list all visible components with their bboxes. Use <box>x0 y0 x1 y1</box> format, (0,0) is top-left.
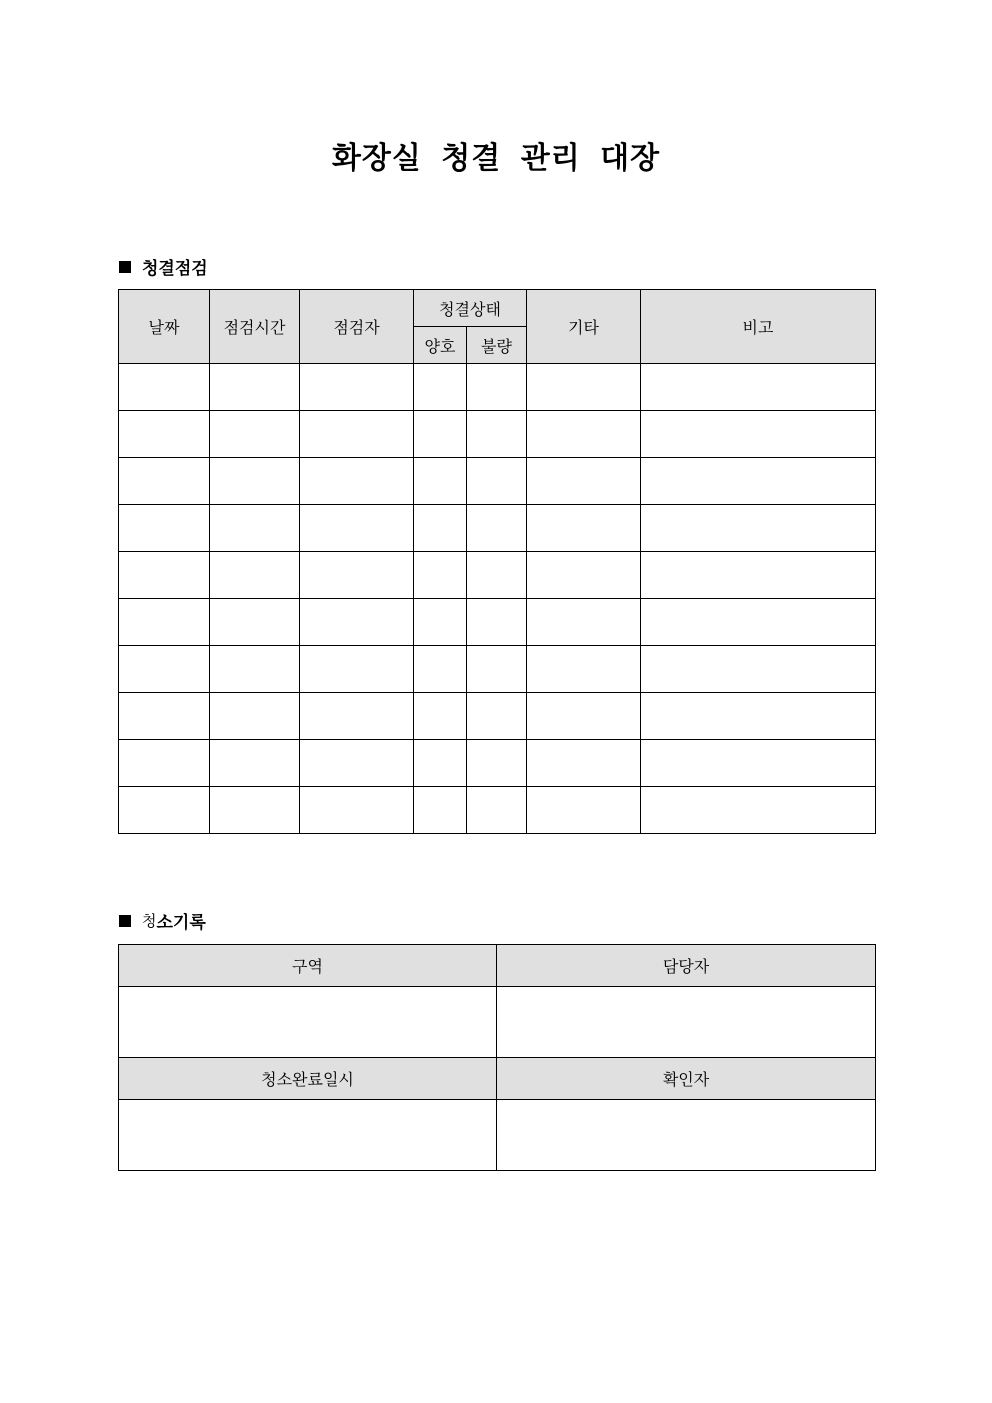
cell-manager[interactable] <box>497 987 876 1058</box>
table-row <box>119 646 876 693</box>
square-bullet-icon <box>119 261 131 273</box>
cell-other[interactable] <box>527 364 641 411</box>
header-verifier: 확인자 <box>497 1058 876 1100</box>
cell-time[interactable] <box>210 458 300 505</box>
cell-remarks[interactable] <box>641 646 876 693</box>
cell-date[interactable] <box>119 505 210 552</box>
cell-bad[interactable] <box>467 505 527 552</box>
cell-good[interactable] <box>414 552 467 599</box>
cleaning-record-table <box>118 944 876 1171</box>
inspection-table <box>118 289 876 834</box>
cell-bad[interactable] <box>467 646 527 693</box>
cell-inspector[interactable] <box>300 693 414 740</box>
table-row <box>119 458 876 505</box>
cell-inspector[interactable] <box>300 411 414 458</box>
document-title: 화장실 청결 관리 대장 <box>331 141 661 176</box>
table-row <box>119 505 876 552</box>
cell-date[interactable] <box>119 411 210 458</box>
cell-date[interactable] <box>119 646 210 693</box>
cell-other[interactable] <box>527 552 641 599</box>
cell-inspector[interactable] <box>300 364 414 411</box>
cell-good[interactable] <box>414 787 467 834</box>
cell-good[interactable] <box>414 693 467 740</box>
cell-bad[interactable] <box>467 552 527 599</box>
cell-verifier[interactable] <box>497 1100 876 1171</box>
cell-bad[interactable] <box>467 458 527 505</box>
cell-completed-at[interactable] <box>119 1100 497 1171</box>
cell-time[interactable] <box>210 740 300 787</box>
cell-time[interactable] <box>210 505 300 552</box>
cell-remarks[interactable] <box>641 693 876 740</box>
cell-inspector[interactable] <box>300 646 414 693</box>
cell-date[interactable] <box>119 693 210 740</box>
cell-good[interactable] <box>414 505 467 552</box>
cell-inspector[interactable] <box>300 458 414 505</box>
cell-bad[interactable] <box>467 599 527 646</box>
header-date: 날짜 <box>119 290 210 364</box>
cell-bad[interactable] <box>467 411 527 458</box>
cell-other[interactable] <box>527 787 641 834</box>
cell-inspector[interactable] <box>300 505 414 552</box>
cell-time[interactable] <box>210 787 300 834</box>
cell-time[interactable] <box>210 411 300 458</box>
header-remarks: 비고 <box>641 290 876 364</box>
cell-time[interactable] <box>210 599 300 646</box>
header-other: 기타 <box>527 290 641 364</box>
table-row <box>119 364 876 411</box>
cell-other[interactable] <box>527 599 641 646</box>
table-row <box>119 411 876 458</box>
cell-good[interactable] <box>414 740 467 787</box>
header-inspection-time: 점검시간 <box>210 290 300 364</box>
header-cleanliness-status: 청결상태 <box>414 290 527 327</box>
cell-other[interactable] <box>527 646 641 693</box>
cell-time[interactable] <box>210 364 300 411</box>
section-heading-cleaning-record <box>119 908 206 933</box>
cell-bad[interactable] <box>467 740 527 787</box>
cell-date[interactable] <box>119 458 210 505</box>
cell-remarks[interactable] <box>641 458 876 505</box>
header-area: 구역 <box>119 945 497 987</box>
cell-good[interactable] <box>414 599 467 646</box>
cell-area[interactable] <box>119 987 497 1058</box>
header-completed-at: 청소완료일시 <box>119 1058 497 1100</box>
cell-bad[interactable] <box>467 787 527 834</box>
cell-date[interactable] <box>119 364 210 411</box>
cell-date[interactable] <box>119 740 210 787</box>
cell-good[interactable] <box>414 458 467 505</box>
header-bad: 불량 <box>467 327 527 364</box>
cell-good[interactable] <box>414 411 467 458</box>
cell-remarks[interactable] <box>641 364 876 411</box>
cell-time[interactable] <box>210 646 300 693</box>
cell-remarks[interactable] <box>641 411 876 458</box>
header-good: 양호 <box>414 327 467 364</box>
cell-remarks[interactable] <box>641 740 876 787</box>
cell-inspector[interactable] <box>300 740 414 787</box>
header-inspector: 점검자 <box>300 290 414 364</box>
cell-date[interactable] <box>119 787 210 834</box>
cell-good[interactable] <box>414 364 467 411</box>
cell-other[interactable] <box>527 693 641 740</box>
cell-good[interactable] <box>414 646 467 693</box>
cell-other[interactable] <box>527 505 641 552</box>
section-label-prefix: 청 <box>142 912 157 930</box>
cell-time[interactable] <box>210 693 300 740</box>
cell-inspector[interactable] <box>300 787 414 834</box>
cell-date[interactable] <box>119 552 210 599</box>
cell-remarks[interactable] <box>641 505 876 552</box>
section-heading-inspection <box>119 254 208 279</box>
inspection-table-body <box>119 364 876 834</box>
cell-inspector[interactable] <box>300 552 414 599</box>
cell-remarks[interactable] <box>641 552 876 599</box>
table-row <box>119 740 876 787</box>
section-label: 소기록 <box>156 913 206 933</box>
cell-date[interactable] <box>119 599 210 646</box>
cell-remarks[interactable] <box>641 599 876 646</box>
cell-bad[interactable] <box>467 693 527 740</box>
table-row <box>119 787 876 834</box>
cell-other[interactable] <box>527 411 641 458</box>
square-bullet-icon <box>119 915 131 927</box>
table-row <box>119 552 876 599</box>
cell-inspector[interactable] <box>300 599 414 646</box>
cell-other[interactable] <box>527 740 641 787</box>
cell-remarks[interactable] <box>641 787 876 834</box>
section-label: 청결점검 <box>142 259 208 279</box>
cell-time[interactable] <box>210 552 300 599</box>
cell-bad[interactable] <box>467 364 527 411</box>
table-row <box>119 693 876 740</box>
table-row <box>119 599 876 646</box>
cell-other[interactable] <box>527 458 641 505</box>
header-manager: 담당자 <box>497 945 876 987</box>
